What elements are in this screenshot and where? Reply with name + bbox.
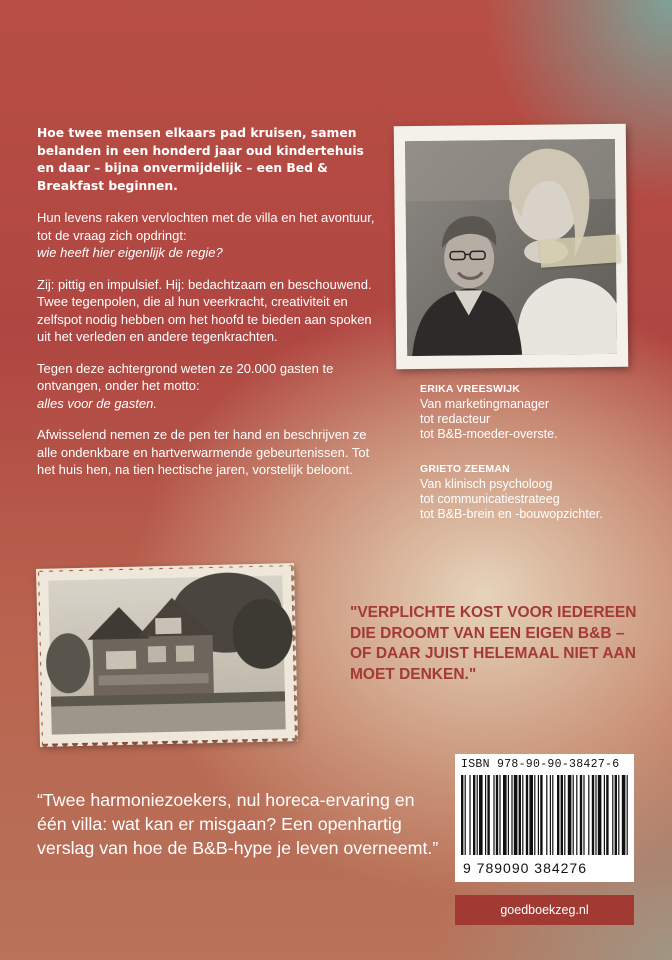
bio-line: tot B&B-brein en -bouwopzichter. (420, 507, 603, 521)
bio-line: tot communicatiestrateeg (420, 492, 560, 506)
author-name: GRIETO ZEEMAN (420, 463, 510, 475)
blurb-italic-question: wie heeft hier eigenlijk de regie? (37, 245, 223, 260)
quote-bottom: “Twee harmoniezoekers, nul horeca-ervaring en één villa: wat kan er misgaan? Een openhartig verslag van hoe de B&B-hype je leven overneemt.” (37, 790, 439, 858)
blurb-paragraph-2: Hun levens raken vervlochten met de villa en het avontuur, tot de vraag zich opdringt: wie heeft hier eigenlijk de regie? (37, 210, 375, 260)
blurb-lead: Hoe twee mensen elkaars pad kruisen, samen belanden in een honderd jaar oud kindertehuis en daar – bijna onvermijdelijk – een Bed & Breakfast beginnen. (37, 126, 364, 193)
publisher-website: goedboekzeg.nl (455, 895, 634, 925)
blurb-text (37, 125, 382, 493)
barcode (455, 754, 634, 882)
author-bio-erika (420, 382, 558, 442)
villa-postcard-image (36, 563, 298, 747)
author-name: ERIKA VREESWIJK (420, 383, 521, 395)
barcode-digits: 9 789090 384276 (463, 860, 587, 876)
barcode-bars (459, 775, 630, 859)
blurb-italic-motto: alles voor de gasten. (37, 395, 157, 411)
isbn-label: ISBN 978-90-90-38427-6 (461, 758, 620, 771)
author-bio-grieto (420, 462, 603, 522)
bio-line: tot redacteur (420, 412, 491, 426)
bio-line: Van marketingmanager (420, 397, 550, 411)
bio-line: Van klinisch psycholoog (420, 477, 553, 491)
photo-tape (539, 234, 621, 268)
blurb-paragraph-5: Afwisselend nemen ze de pen ter hand en beschrijven ze alle ondenkbare en hartverwarmende gebeurtenissen. Tot het huis hen, na tien hectische jaren, vorstelijk beloont. (37, 427, 370, 477)
quote-top: "VERPLICHTE KOST VOOR IEDEREEN DIE DROOMT VAN EEN EIGEN B&B – OF DAAR JUIST HELEMAAL NIET AAN MOET DENKEN." (350, 604, 637, 683)
blurb-paragraph-4: Tegen deze achtergrond weten ze 20.000 gasten te ontvangen, onder het motto: alles voor de gasten. (37, 360, 334, 411)
blurb-paragraph-3: Zij: pittig en impulsief. Hij: bedachtzaam en beschouwend. Twee tegenpolen, die al hun veerkracht, creativiteit en zelfspot nodig hebben om het hoofd te bieden aan spoken uit het verleden en andere tegenkrachten. (37, 276, 372, 344)
author-photo (395, 125, 627, 368)
bio-line: tot B&B-moeder-overste. (420, 427, 558, 441)
